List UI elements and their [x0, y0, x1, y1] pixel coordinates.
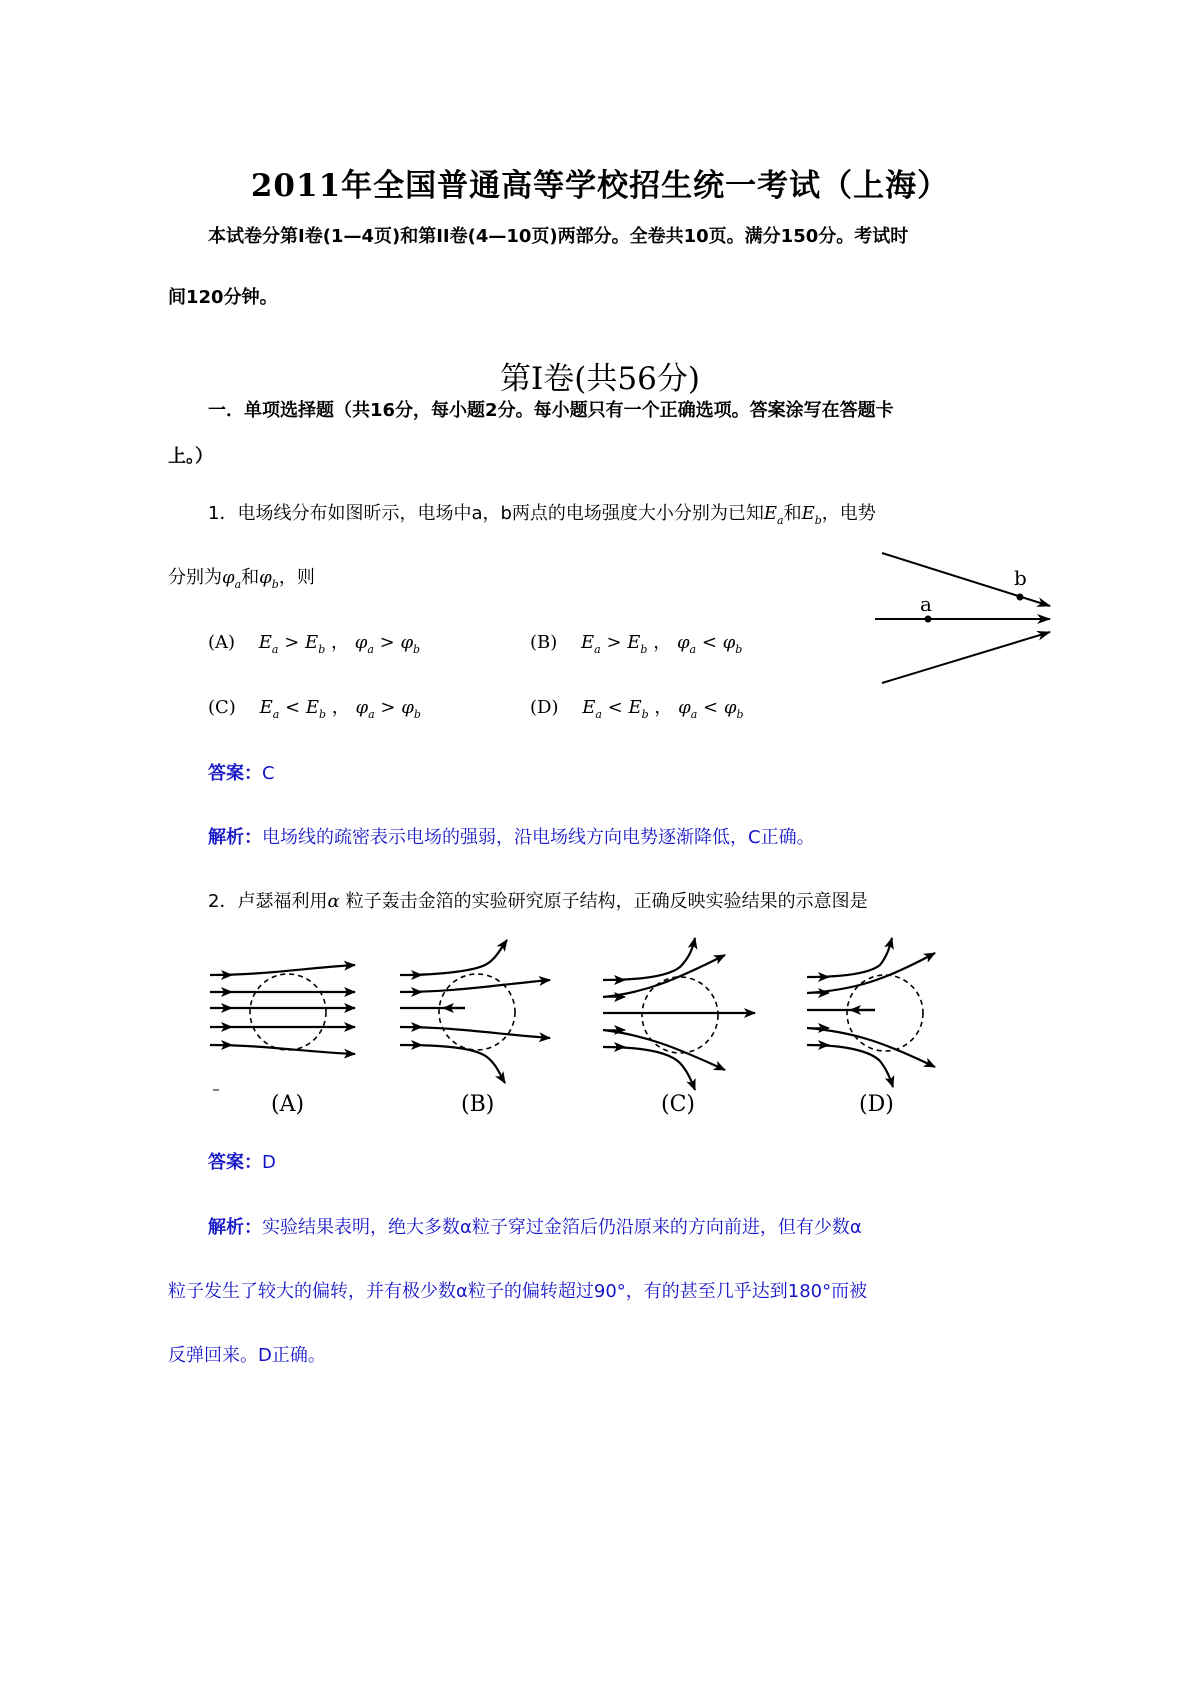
- answer-label: 答案：: [208, 763, 262, 784]
- subscript-b: b: [271, 578, 279, 591]
- option-label: (A): [208, 632, 236, 653]
- relation-phi: >: [380, 697, 396, 718]
- symbol-E: E: [258, 632, 272, 653]
- q2-analysis-line-1: [208, 1213, 862, 1239]
- subscript-a: a: [367, 643, 374, 656]
- q1-analysis: [208, 823, 815, 849]
- field-line-lower: [882, 632, 1050, 683]
- intro-line-2: 间120分钟。: [168, 287, 278, 308]
- point-b-label: b: [1014, 566, 1027, 590]
- analysis-text: 电场线的疏密表示电场的强弱，沿电场线方向电势逐渐降低，C正确。: [262, 827, 815, 848]
- subscript-b: b: [641, 708, 649, 721]
- q1-stem-text-2: 分别为: [168, 567, 222, 588]
- q1-stem-text: 1．电场线分布如图昕示，电场中a，b两点的电场强度大小分别为已知: [208, 503, 764, 524]
- subscript-b: b: [640, 643, 648, 656]
- figure-label-a: (A): [271, 1092, 305, 1117]
- answer-label: 答案：: [208, 1152, 262, 1173]
- q1-stem-line-1: [208, 499, 876, 527]
- subscript-a: a: [689, 643, 697, 656]
- section-heading-line-1: 一．单项选择题（共16分，每小题2分。每小题只有一个正确选项。答案涂写在答题卡: [208, 400, 894, 421]
- relation-phi: <: [703, 697, 719, 718]
- figure-label-b: (B): [461, 1092, 495, 1117]
- option-label: (D): [530, 697, 559, 718]
- comma: ，: [653, 632, 672, 653]
- symbol-E: E: [305, 632, 319, 653]
- symbol-phi: φ: [355, 697, 369, 718]
- q2-stem-text-end: 粒子轰击金箔的实验研究原子结构，正确反映实验结果的示意图是: [345, 891, 868, 912]
- subscript-a: a: [690, 708, 698, 721]
- symbol-E: E: [801, 503, 815, 524]
- symbol-E: E: [628, 697, 642, 718]
- q1-option-c: [208, 693, 421, 721]
- volume-title: 第I卷(共56分): [500, 361, 700, 397]
- answer-value: C: [262, 763, 275, 784]
- option-label: (B): [530, 632, 558, 653]
- subscript-a: a: [234, 578, 242, 591]
- q2-answer: [208, 1148, 276, 1174]
- symbol-phi: φ: [678, 697, 691, 718]
- figure-a: [210, 965, 355, 1054]
- rutherford-scattering-figures: [195, 935, 955, 1125]
- q1-option-a: [208, 628, 420, 656]
- relation-E: >: [284, 632, 300, 653]
- symbol-E: E: [627, 632, 641, 653]
- subscript-a: a: [777, 514, 784, 527]
- q2-stem-text: 2．卢瑟福利用: [208, 891, 328, 912]
- subscript-a: a: [272, 708, 280, 721]
- q2-stem: [208, 887, 868, 913]
- comma: ，: [330, 632, 349, 653]
- subscript-b: b: [318, 708, 327, 721]
- symbol-phi: φ: [354, 632, 368, 653]
- point-b: [1017, 594, 1024, 601]
- point-a-label: a: [920, 592, 932, 616]
- subscript-a: a: [368, 708, 375, 721]
- relation-phi: <: [701, 632, 717, 653]
- subscript-b: b: [413, 643, 421, 656]
- q1-and: 和: [783, 503, 802, 524]
- symbol-phi: φ: [222, 567, 235, 588]
- subscript-b: b: [318, 643, 326, 656]
- option-label: (C): [208, 697, 236, 718]
- q2-analysis-line-2: 粒子发生了较大的偏转，并有极少数α粒子的偏转超过90°，有的甚至几乎达到180°而被: [168, 1281, 868, 1302]
- figure-d: [807, 938, 935, 1087]
- subscript-b: b: [735, 643, 743, 656]
- q1-stem-text-2-end: ，则: [278, 567, 315, 588]
- relation-E: <: [607, 697, 623, 718]
- analysis-label: 解析：: [208, 827, 262, 848]
- q1-answer: [208, 759, 275, 785]
- q1-option-b: [530, 628, 742, 656]
- relation-E: <: [285, 697, 301, 718]
- intro-line-1: 本试卷分第I卷(1—4页)和第II卷(4—10页)两部分。全卷共10页。满分150分。考试时: [208, 226, 909, 247]
- q2-analysis-line-3: 反弹回来。D正确。: [168, 1345, 326, 1366]
- subscript-b: b: [413, 708, 421, 721]
- symbol-phi: φ: [400, 632, 414, 653]
- subscript-b: b: [814, 514, 822, 527]
- subscript-a: a: [594, 643, 601, 656]
- electric-field-lines-figure: [860, 545, 1065, 695]
- figure-label-c: (C): [661, 1092, 695, 1117]
- point-a: [925, 616, 932, 623]
- figure-c: [603, 938, 755, 1090]
- symbol-E: E: [581, 632, 595, 653]
- analysis-text: 实验结果表明，绝大多数α粒子穿过金箔后仍沿原来的方向前进，但有少数α: [262, 1217, 862, 1238]
- subscript-a: a: [271, 643, 279, 656]
- symbol-alpha: α: [327, 891, 340, 912]
- relation-phi: >: [379, 632, 395, 653]
- q1-option-d: [530, 693, 744, 721]
- section-heading-line-2: 上。）: [168, 446, 213, 467]
- relation-E: >: [606, 632, 622, 653]
- symbol-phi: φ: [723, 697, 737, 718]
- symbol-phi: φ: [676, 632, 690, 653]
- answer-value: D: [262, 1152, 276, 1173]
- figure-label-d: (D): [859, 1092, 894, 1117]
- q1-stem-line-2: [168, 563, 315, 591]
- exam-title: 2011年全国普通高等学校招生统一考试（上海）: [250, 168, 950, 204]
- symbol-E: E: [259, 697, 273, 718]
- figure-b: [400, 940, 550, 1083]
- symbol-phi: φ: [722, 632, 736, 653]
- comma: ，: [331, 697, 350, 718]
- subscript-a: a: [595, 708, 602, 721]
- symbol-E: E: [582, 697, 596, 718]
- subscript-b: b: [736, 708, 744, 721]
- comma: ，: [654, 697, 673, 718]
- symbol-E: E: [305, 697, 319, 718]
- q1-stem-text-end: ，电势: [821, 503, 876, 524]
- analysis-label: 解析：: [208, 1217, 262, 1238]
- symbol-phi: φ: [401, 697, 414, 718]
- symbol-E: E: [763, 503, 778, 524]
- symbol-phi: φ: [259, 567, 272, 588]
- q1-and: 和: [241, 567, 260, 588]
